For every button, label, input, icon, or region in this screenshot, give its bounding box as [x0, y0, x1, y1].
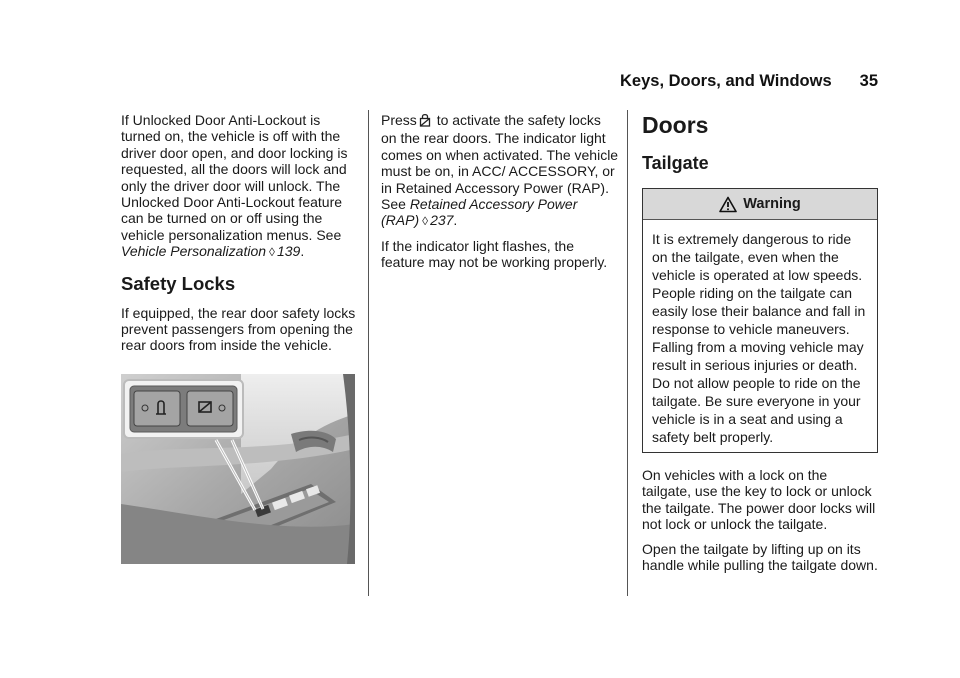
cross-reference-page[interactable]: 139	[276, 243, 301, 260]
column-middle	[381, 112, 619, 279]
safety-locks-paragraph: If equipped, the rear door safety locks prevent passengers from opening the rear doors from inside the vehicle.	[121, 304, 356, 354]
cross-reference-link[interactable]: Retained Accessory Power (RAP)	[381, 196, 578, 229]
running-header	[560, 72, 878, 94]
tailgate-open-paragraph: Open the tailgate by lifting up on its handle while pulling the tailgate down.	[642, 540, 878, 574]
column-right	[642, 112, 878, 581]
column-divider	[368, 110, 369, 596]
door-panel-image	[121, 374, 355, 564]
safety-lock-instructions: Press to activate the safety locks on the rear doors. The indicator light comes on when activated. The vehicle must be on, in ACC/ ACCESSORY, or in Retained Accessory Power (RAP). See Retained Accessory Power (RAP) ◊ 237.	[381, 112, 619, 229]
anti-lockout-paragraph: If Unlocked Door Anti-Lockout is turned on, the vehicle is off with the driver door open, and door locking is requested, all the doors will lock and only the driver door will unlock. The Unlocked Door Anti-Lockout feature can be turned on or off using the vehicle personalization menus. See Vehicle Personalization ◊ 139.	[121, 112, 348, 260]
page-reference-icon: ◊	[422, 214, 429, 229]
tailgate-lock-paragraph: On vehicles with a lock on the tailgate, use the key to lock or unlock the tailgate. The power door locks will not lock or unlock the tailgate.	[642, 467, 876, 533]
warning-text: It is extremely dangerous to ride on the tailgate, even when the vehicle is operated at low speeds. People riding on the tailgate can easily lose their balance and fall in response to vehicle maneuvers. Falling from a moving vehicle may result in serious injuries or death. Do not allow people to ride on the tailgate. Be sure everyone in your vehicle is in a seat and using a safety belt properly.	[652, 231, 866, 445]
door-panel-illustration	[121, 374, 355, 564]
cross-reference-page[interactable]: 237	[430, 212, 454, 229]
child-safety-lock-icon	[419, 113, 431, 130]
warning-box	[642, 188, 878, 453]
page-number: 35	[859, 72, 878, 90]
warning-triangle-icon	[719, 196, 737, 213]
cross-reference-link[interactable]: Vehicle Personalization	[121, 243, 267, 260]
indicator-flash-paragraph: If the indicator light flashes, the feature may not be working properly.	[381, 237, 608, 271]
column-left	[121, 112, 359, 362]
warning-header	[643, 189, 877, 220]
chapter-title: Keys, Doors, and Windows	[620, 72, 832, 90]
section-heading-doors: Doors	[642, 112, 709, 138]
warning-title: Warning	[743, 195, 801, 212]
subsection-heading-tailgate: Tailgate	[642, 153, 709, 173]
page-reference-icon: ◊	[269, 245, 275, 260]
column-divider	[627, 110, 628, 596]
section-heading-safety-locks: Safety Locks	[121, 272, 236, 294]
